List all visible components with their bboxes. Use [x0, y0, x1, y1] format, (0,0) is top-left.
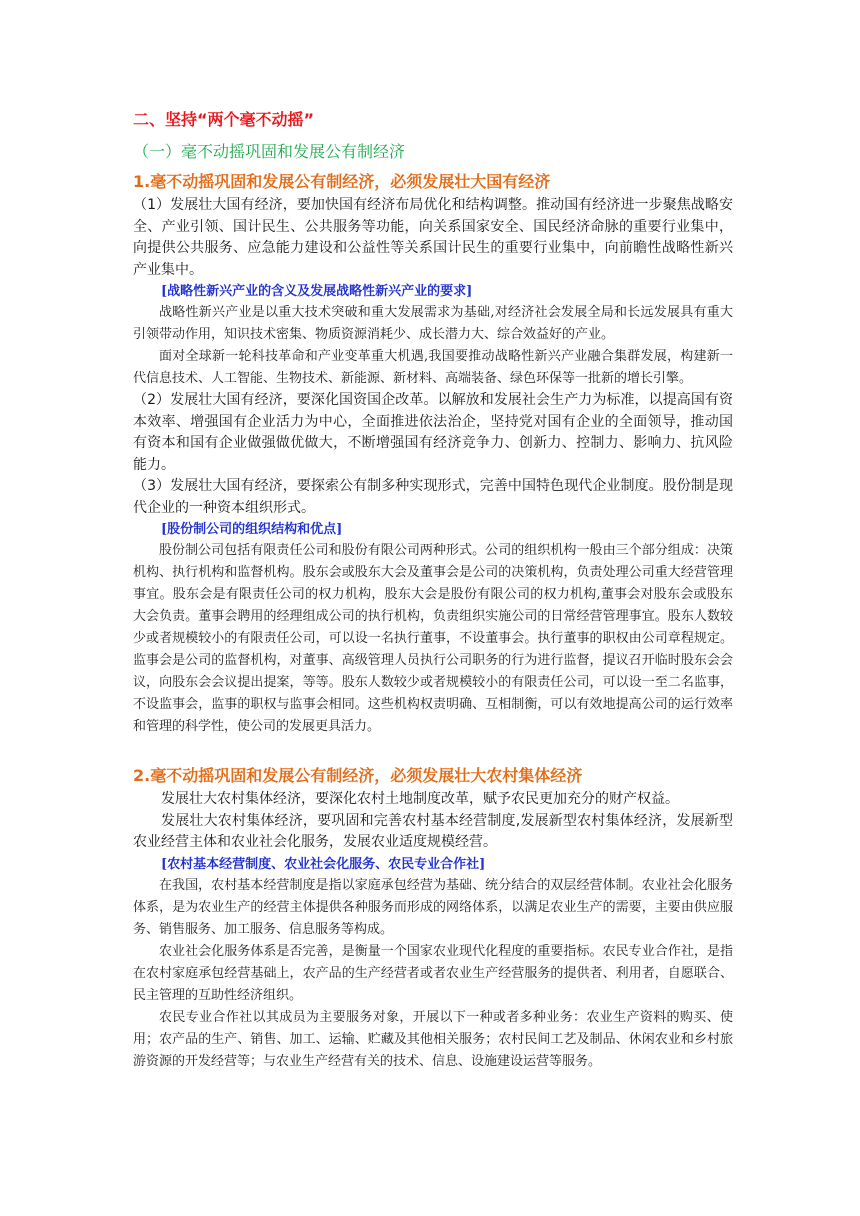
paragraph-2-2: 发展壮大农村集体经济，要巩固和完善农村基本经营制度,发展新型农村集体经济，发展新型农业经营主体和农业社会化服务，发展农业适度规模经营。	[133, 812, 733, 850]
sidebar-paragraph: 在我国，农村基本经营制度是指以家庭承包经营为基础、统分结合的双层经营体制。农业社会化服务体系，是为农业生产的经营主体提供各种服务而形成的网络体系，以满足农业生产的需要，主要由供应服务、销售服务、加工服务、信息服务等构成。	[133, 877, 733, 937]
chapter-heading: 二、坚持“两个毫不动摇”	[133, 110, 315, 129]
sidebar-paragraph: 战略性新兴产业是以重大技术突破和重大发展需求为基础,对经济社会发展全局和长远发展具有重大引领带动作用，知识技术密集、物质资源消耗少、成长潜力大、综合效益好的产业。	[133, 305, 733, 342]
paragraph-1-1: （1）发展壮大国有经济，要加快国有经济布局优化和结构调整。推动国有经济进一步聚焦战略安全、产业引领、国计民生、公共服务等功能，向关系国家安全、国民经济命脉的重要行业集中，向提供公共服务、应急能力建设和公益性等关系国计民生的重要行业集中，向前瞻性战略性新兴产业集中。	[133, 197, 733, 278]
section-heading: （一）毫不动摇巩固和发展公有制经济	[133, 142, 406, 161]
subsection-title-2: 2.毫不动摇巩固和发展公有制经济，必须发展壮大农村集体经济	[133, 766, 583, 785]
sidebar-paragraph: 股份制公司包括有限责任公司和股份有限公司两种形式。公司的组织机构一般由三个部分组成：决策机构、执行机构和监督机构。股东会或股东大会及董事会是公司的决策机构，负责处理公司重大经营管理事宜。股东会是有限责任公司的权力机构，股东大会是股份有限公司的权力机构,董事会对股东会或股东大会负责。董事会聘用的经理组成公司的执行机构，负责组织实施公司的日常经营管理事宜。股东人数较少或者规模较小的有限责任公司，可以设一名执行董事，不设董事会。执行董事的职权由公司章程规定。监事会是公司的监督机构，对董事、高级管理人员执行公司职务的行为进行监督，提议召开临时股东会会议，向股东会会议提出提案，等等。股东人数较少或者规模较小的有限责任公司，可以设一至二名监事，不设监事会，监事的职权与监事会相同。这些机构权责明确、互相制衡，可以有效地提高公司的运行效率和管理的科学性，使公司的发展更具活力。	[133, 543, 733, 734]
sidebar-paragraph: 农业社会化服务体系是否完善，是衡量一个国家农业现代化程度的重要指标。农民专业合作社，是指在农村家庭承包经营基础上，农产品的生产经营者或者农业生产经营服务的提供者、利用者，自愿联合、民主管理的互助性经济组织。	[133, 943, 733, 1003]
paragraph-1-2: （2）发展壮大国有经济，要深化国资国企改革。以解放和发展社会生产力为标准，以提高国有资本效率、增强国有企业活力为中心，全面推进依法治企，坚持党对国有企业的全面领导，推动国有资本和国有企业做强做优做大，不断增强国有经济竞争力、创新力、控制力、影响力、抗风险能力。	[133, 392, 733, 473]
sidebar-paragraph: 农民专业合作社以其成员为主要服务对象，开展以下一种或者多种业务：农业生产资料的购买、使用；农产品的生产、销售、加工、运输、贮藏及其他相关服务；农村民间工艺及制品、休闲农业和乡村旅游资源的开发经营等；与农业生产经营有关的技术、信息、设施建设运营等服务。	[133, 1009, 733, 1069]
sidebar-paragraph: 面对全球新一轮科技革命和产业变革重大机遇,我国要推动战略性新兴产业融合集群发展，构建新一代信息技术、人工智能、生物技术、新能源、新材料、高端装备、绿色环保等一批新的增长引擎。	[133, 349, 733, 386]
sidebar-box-title: [战略性新兴产业的含义及发展战略性新兴产业的要求]	[161, 284, 473, 299]
paragraph-1-3: （3）发展壮大国有经济，要探索公有制多种实现形式，完善中国特色现代企业制度。股份制是现代企业的一种资本组织形式。	[133, 478, 733, 516]
sidebar-box-title: [股份制公司的组织结构和优点]	[161, 522, 343, 537]
subsection-title-1: 1.毫不动摇巩固和发展公有制经济，必须发展壮大国有经济	[133, 172, 551, 191]
document-body	[133, 108, 733, 1073]
paragraph-2-1: 发展壮大农村集体经济，要深化农村土地制度改革，赋予农民更加充分的财产权益。	[161, 791, 679, 807]
sidebar-box-title: [农村基本经营制度、农业社会化服务、农民专业合作社]	[161, 856, 486, 872]
